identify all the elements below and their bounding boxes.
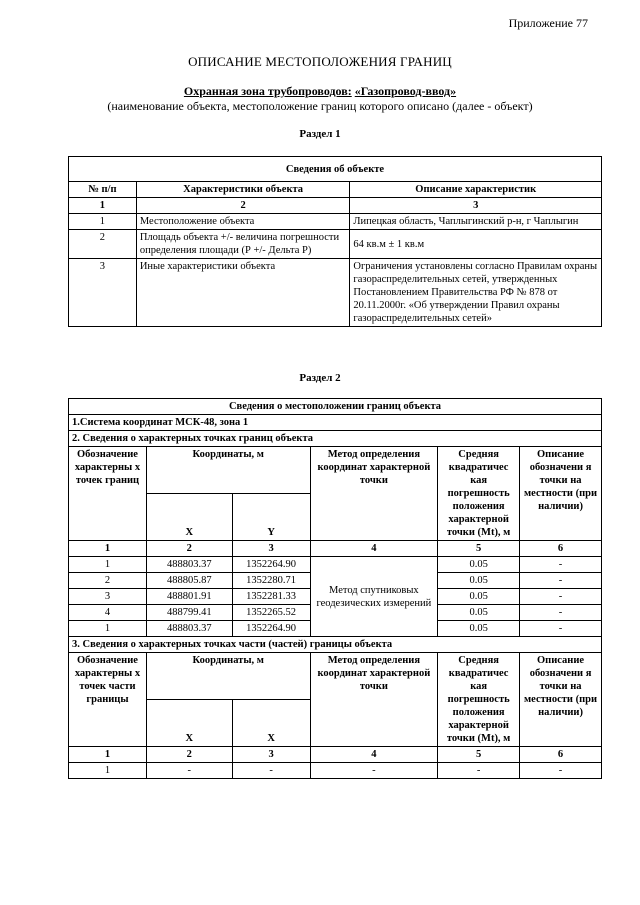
header-coords-part: Координаты, м (146, 653, 310, 700)
cell: - (232, 763, 310, 779)
zone-name: «Газопровод-ввод» (354, 84, 457, 98)
point-y: 1352264.90 (232, 557, 310, 573)
table1-colnum: 3 (350, 198, 602, 214)
cell: Липецкая область, Чаплыгинский р-н, г Чаплыгин (350, 214, 602, 230)
table2-colnum-part: 6 (520, 747, 602, 763)
table2-colnum-part: 5 (438, 747, 520, 763)
header-x-part: X (146, 700, 232, 747)
table2-colnum-part: 2 (146, 747, 232, 763)
cell: - (438, 763, 520, 779)
cell: - (310, 763, 438, 779)
table-row (69, 259, 602, 327)
cell: 1 (69, 763, 147, 779)
point-mt: 0.05 (438, 605, 520, 621)
table2-colnum-part: 3 (232, 747, 310, 763)
point-desc: - (520, 557, 602, 573)
point-mt: 0.05 (438, 573, 520, 589)
header-description-part: Описание обозначени я точки на местности (при наличии) (520, 653, 602, 747)
header-y: Y (232, 494, 310, 541)
table-row (69, 557, 602, 573)
boundary-table (68, 398, 602, 779)
table2-colnum-part: 1 (69, 747, 147, 763)
point-desc: - (520, 589, 602, 605)
method-cell: Метод спутниковых геодезических измерений (310, 557, 438, 637)
header-error: Средняя квадратичес кая погрешность положения характерной точки (Mt), м (438, 447, 520, 541)
header-description: Описание обозначени я точки на местности (при наличии) (520, 447, 602, 541)
table2-colnum: 2 (146, 541, 232, 557)
cell: 64 кв.м ± 1 кв.м (350, 230, 602, 259)
point-desc: - (520, 621, 602, 637)
table2-caption: Сведения о местоположении границ объекта (69, 399, 602, 415)
point-number: 1 (69, 621, 147, 637)
table2-colnum: 3 (232, 541, 310, 557)
section-1-heading: Раздел 1 (299, 128, 341, 140)
point-x: 488805.87 (146, 573, 232, 589)
cell: 3 (69, 259, 137, 327)
point-x: 488801.91 (146, 589, 232, 605)
point-number: 4 (69, 605, 147, 621)
coordinate-system: 1.Система координат МСК-48, зона 1 (69, 415, 602, 431)
table2-colnum: 6 (520, 541, 602, 557)
section-2-heading: Раздел 2 (299, 372, 341, 384)
point-number: 1 (69, 557, 147, 573)
header-coords: Координаты, м (146, 447, 310, 494)
cell: Иные характеристики объекта (136, 259, 350, 327)
header-method-part: Метод определения координат характерной точки (310, 653, 438, 747)
table1-header: Описание характеристик (350, 182, 602, 198)
cell: Площадь объекта +/- величина погрешности определения площади (Р +/- Дельта Р) (136, 230, 350, 259)
cell: Местоположение объекта (136, 214, 350, 230)
zone-label: Охранная зона трубопроводов: (183, 84, 352, 98)
header-error-part: Средняя квадратичес кая погрешность положения характерной точки (Mt), м (438, 653, 520, 747)
point-mt: 0.05 (438, 621, 520, 637)
point-x: 488803.37 (146, 557, 232, 573)
point-desc: - (520, 605, 602, 621)
part2-title: 2. Сведения о характерных точках границ объекта (69, 431, 602, 447)
part3-title: 3. Сведения о характерных точках части (частей) границы объекта (69, 637, 602, 653)
table2-colnum: 1 (69, 541, 147, 557)
point-number: 3 (69, 589, 147, 605)
object-description: (наименование объекта, местоположение границ которого описано (далее - объект) (107, 99, 533, 113)
cell: 1 (69, 214, 137, 230)
header-x2-part: X (232, 700, 310, 747)
point-mt: 0.05 (438, 589, 520, 605)
header-method: Метод определения координат характерной точки (310, 447, 438, 541)
page-title: ОПИСАНИЕ МЕСТОПОЛОЖЕНИЯ ГРАНИЦ (188, 54, 452, 69)
table-row (69, 763, 602, 779)
point-y: 1352265.52 (232, 605, 310, 621)
cell: - (520, 763, 602, 779)
point-mt: 0.05 (438, 557, 520, 573)
table1-header: № п/п (69, 182, 137, 198)
cell: - (146, 763, 232, 779)
point-y: 1352264.90 (232, 621, 310, 637)
table2-colnum: 5 (438, 541, 520, 557)
table1-colnum: 2 (136, 198, 350, 214)
table2-colnum: 4 (310, 541, 438, 557)
point-x: 488799.41 (146, 605, 232, 621)
table1-caption: Сведения об объекте (69, 157, 602, 182)
cell: 2 (69, 230, 137, 259)
object-info-table (68, 156, 602, 327)
point-desc: - (520, 573, 602, 589)
header-point: Обозначение характерны х точек границ (69, 447, 147, 541)
table1-header: Характеристики объекта (136, 182, 350, 198)
point-y: 1352280.71 (232, 573, 310, 589)
header-x: X (146, 494, 232, 541)
cell: Ограничения установлены согласно Правилам охраны газораспределительных сетей, утвержденных Постановлением Правительства РФ № 878 от 20.11.2000г. «Об утверждении Правил охраны газораспределительных сетей» (350, 259, 602, 327)
zone-heading (0, 84, 640, 99)
appendix-label: Приложение 77 (508, 16, 588, 30)
table-row (69, 214, 602, 230)
table2-colnum-part: 4 (310, 747, 438, 763)
point-x: 488803.37 (146, 621, 232, 637)
point-number: 2 (69, 573, 147, 589)
table1-colnum: 1 (69, 198, 137, 214)
table-row (69, 230, 602, 259)
point-y: 1352281.33 (232, 589, 310, 605)
header-point-part: Обозначение характерны х точек части границы (69, 653, 147, 747)
